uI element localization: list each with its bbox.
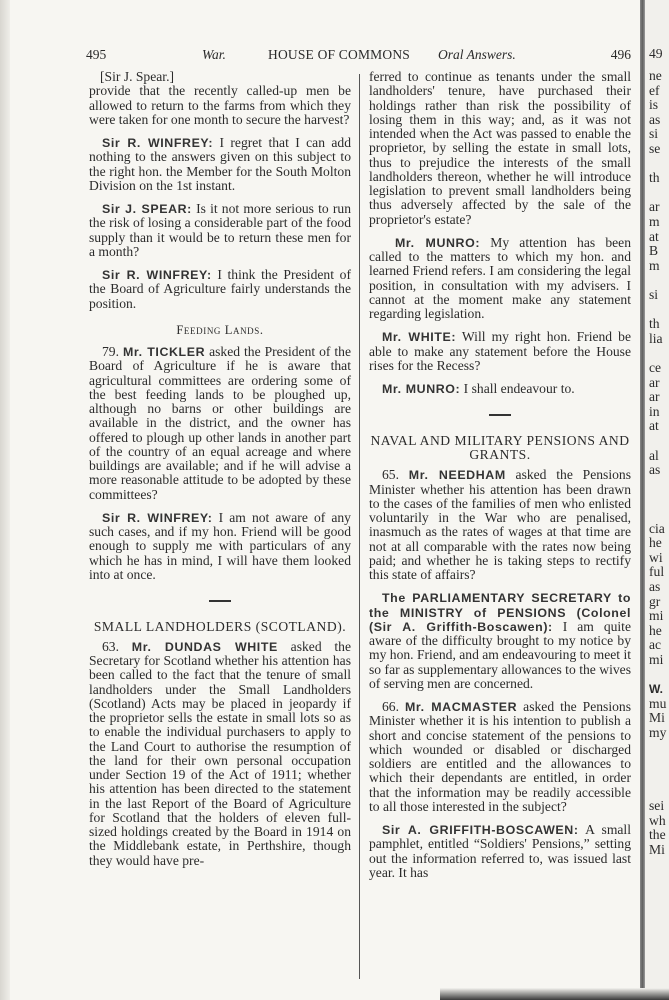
speaker-name: Sir A. GRIFFITH-BOSCAWEN: <box>382 823 579 837</box>
section-heading: NAVAL AND MILITARY PENSIONS AND GRANTS. <box>370 432 630 462</box>
adjacent-page-fragment: my <box>649 725 667 740</box>
adjacent-page-fragment: ful <box>649 564 665 580</box>
adjacent-page-fragment: th <box>649 170 660 186</box>
question-paragraph: 65. Mr. NEEDHAM asked the Pensions Minister whether his attention has been drawn to the cases of the families of men who enlisted voluntarily in the War who are penalised, inasmuch as the rates of wages at that time are not at all comparable with the rates now being paid; and whether he is taking steps to rectify this state of affairs? <box>369 467 631 582</box>
section-separator <box>209 600 231 602</box>
question-number: 66. <box>382 699 405 714</box>
adjacent-page-fragment: W. <box>649 682 663 697</box>
speaker-name: Sir R. WINFREY: <box>102 136 214 150</box>
adjacent-page-fragment: mi <box>649 608 664 624</box>
speaker-name: Sir J. SPEAR: <box>102 202 192 216</box>
column-divider <box>359 74 360 979</box>
adjacent-page-fragment: gr <box>649 593 661 609</box>
speaker-name: Sir R. WINFREY: <box>102 268 212 282</box>
adjacent-page-fragment: se <box>649 141 661 156</box>
paragraph: Sir J. SPEAR: Is it not more serious to run the risk of losing a considerable part of the food supply than it would be to return these men for a month? <box>89 201 351 259</box>
adjacent-page-fragment: cia <box>649 520 665 536</box>
adjacent-page-fragment: wh <box>649 812 666 828</box>
adjacent-page-fragment: m <box>649 257 660 273</box>
header-title: HOUSE OF COMMONS <box>268 47 410 62</box>
page-left-edge <box>0 0 10 1000</box>
speaker-name: Mr. MUNRO: <box>395 235 481 250</box>
section-separator <box>489 414 511 416</box>
paragraph: provide that the recently called-up men be allowed to return to the farms from which they were taken for one month to secure the harvest? <box>89 83 351 127</box>
paragraph: Mr. MUNRO: I shall endeavour to. <box>382 381 575 396</box>
adjacent-page-fragment: mu <box>649 695 667 711</box>
paragraph: Sir R. WINFREY: I regret that I can add nothing to the answers given on this subject to the right hon. the Member for the South Molton Division on the 1st instant. <box>89 135 351 193</box>
right-column <box>369 70 631 889</box>
adjacent-page-fragment: he <box>649 622 662 638</box>
speaker-name: Mr. MACMASTER <box>404 700 518 714</box>
page-number-right: 496 <box>610 47 631 62</box>
speaker-name: Mr. NEEDHAM <box>408 468 506 483</box>
speaker-name: Mr. DUNDAS WHITE <box>131 639 278 654</box>
adjacent-page-fragment: ar <box>649 374 660 390</box>
adjacent-page-fragment: si <box>649 126 659 142</box>
paragraph: Mr. MUNRO: My attention has been called to the matters to which my hon. and learned Friend refers. I am considering the legal position, in consultation with my advisers. I cannot at the moment make any statement regarding legislation. <box>369 234 631 321</box>
paragraph: The PARLIAMENTARY SECRETARY to the MINISTRY of PENSIONS (Colonel (Sir A. Griffith-Boscawen): I am quite aware of the difficulty brought to my notice by my hon. Friend, and am endeavouring to meet it so far as supplementary allowances to the wives of serving men are concerned. <box>369 591 631 691</box>
question-number: 63. <box>102 638 132 654</box>
paragraph: Sir R. WINFREY: I think the President of the Board of Agriculture fairly understands the position. <box>89 267 351 311</box>
speaker-name: The PARLIAMENTARY SECRETARY to the MINISTRY of PENSIONS (Colonel (Sir A. Griffith-Boscawen): <box>369 591 631 634</box>
section-label-left: War. <box>202 47 226 62</box>
paragraph: Sir A. GRIFFITH-BOSCAWEN: A small pamphlet, entitled “Soldiers' Pensions,” setting out the information referred to, was issued last year. It has <box>369 822 631 880</box>
adjacent-page-fragment: mi <box>649 652 664 667</box>
section-label-right: Oral Answers. <box>438 47 516 62</box>
adjacent-page-fragment: the <box>649 827 666 843</box>
adjacent-page-fragment: m <box>649 214 660 229</box>
adjacent-page-fragment: at <box>649 228 659 244</box>
speaker-name: Mr. TICKLER <box>122 345 206 359</box>
question-paragraph: 63. Mr. DUNDAS WHITE asked the Secretary for Scotland whether his attention has been called to the fact that the tenure of small landholders under the Small Landholders (Scotland) Acts may be placed in jeopardy if the proprietor sells the estate in small lots so as to enable the individual purchasers to apply to the Land Court to authorise the resumption of the land for their own personal occupation under Section 19 of the Act of 1911; whether his attention has been directed to the statement in the last Report of the Board of Agriculture for Scotland that the holders of eleven full-sized holdings created by the Board in 1914 on the Middlebank estate, in Perthshire, though they would have pre- <box>89 638 352 868</box>
adjacent-page-fragment: ar <box>649 389 660 405</box>
speaker-name: Mr. WHITE: <box>382 330 457 345</box>
adjacent-page-fragment: ef <box>649 82 660 98</box>
adjacent-page-fragment: Mi <box>649 710 665 726</box>
paragraph: Mr. WHITE: Will my right hon. Friend be able to make any statement before the House rises for the Recess? <box>369 329 631 373</box>
question-number: 65. <box>382 467 409 483</box>
adjacent-page-fragment: th <box>649 316 660 332</box>
adjacent-page-fragment: sei <box>649 798 665 813</box>
adjacent-page-fragment: lia <box>649 330 663 346</box>
speaker-continuation: [Sir J. Spear.] <box>100 69 175 84</box>
speaker-name: Mr. MUNRO: <box>382 382 461 396</box>
adjacent-page-fragment: ce <box>649 360 662 375</box>
paragraph: Sir R. WINFREY: I am not aware of any such cases, and if my hon. Friend will be good enough to supply me with particulars of any which he has in mind, I will have them looked into at once. <box>89 509 351 582</box>
adjacent-page-fragment: ac <box>649 637 662 653</box>
speaker-name: Sir R. WINFREY: <box>102 510 213 525</box>
left-column <box>89 70 351 877</box>
page-number-left: 495 <box>86 47 107 62</box>
adjacent-page-fragment: is <box>649 97 659 113</box>
question-number: 79. <box>102 344 123 359</box>
adjacent-page-fragment: at <box>649 418 659 434</box>
adjacent-page-fragment: in <box>649 403 660 419</box>
question-paragraph: 79. Mr. TICKLER asked the President of the Board of Agriculture if he is aware that agricultural committees are ordering some of the best feeding lands to be ploughed up, although no barns or other buildings are available in the district, and the owner has offered to plough up other lands in another part of the country of an equal acreage and where buildings are available; and if he will advise a more reasonable attitude to be adopted by these committees? <box>89 344 352 502</box>
adjacent-page-fragment: Mi <box>649 841 665 857</box>
running-header <box>86 47 631 65</box>
section-heading: SMALL LANDHOLDERS (SCOTLAND). <box>93 618 347 634</box>
adjacent-page-fragment: as <box>649 579 661 594</box>
adjacent-page-fragment: as <box>649 462 661 478</box>
adjacent-page-fragment: si <box>649 287 659 302</box>
adjacent-page-edge <box>645 0 669 1000</box>
paragraph: ferred to continue as tenants under the small landholders' tenure, have purchased their holdings rather than risk the possibility of losing them in this way; and, as it was not intended when the Act was passed to enable the proprietor, by selling the estate in small lots, thus to prejudice the interests of the small landholders thereon, whether he will introduce legislation to prevent small landholders being thus adversely affected by the sale of the proprietor's estate? <box>369 69 631 227</box>
adjacent-page-fragment: as <box>649 111 661 127</box>
section-heading: Feeding Lands. <box>176 322 264 337</box>
adjacent-page-fragment: B <box>649 243 659 259</box>
adjacent-page-fragment: he <box>649 535 662 551</box>
adjacent-page-fragment: ne <box>649 68 662 83</box>
adjacent-page-fragment: al <box>649 447 659 463</box>
adjacent-page-fragment: ar <box>649 199 660 215</box>
page-bottom-shadow <box>440 988 669 1000</box>
adjacent-page-fragment: wi <box>649 549 663 565</box>
adjacent-page-fragment: 49 <box>649 46 663 61</box>
question-paragraph: 66. Mr. MACMASTER asked the Pensions Minister whether it is his intention to publish a short and concise statement of the pensions to which wounded or disabled or discharged soldiers are entitled and the allowances to which their dependants are entitled, in order that the information may be readily accessible to all those interested in the subject? <box>369 699 631 814</box>
